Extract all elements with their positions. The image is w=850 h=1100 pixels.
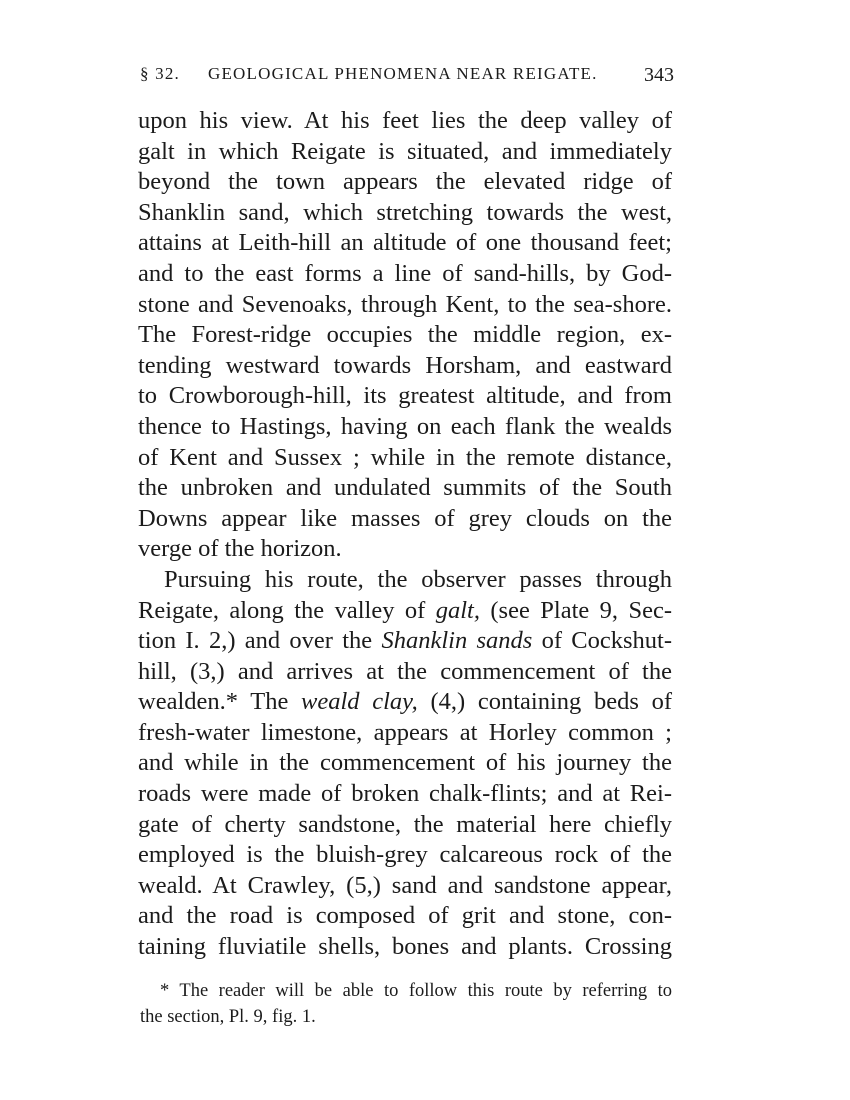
text-line: beyond the town appears the elevated ridge of (138, 168, 672, 196)
text-line: and to the east forms a line of sand-hills, by God- (138, 259, 672, 287)
text-segment: (4,) containing beds of (417, 688, 672, 716)
text-line (138, 901, 672, 932)
text-line (138, 657, 672, 688)
page-number: 343 (644, 64, 674, 86)
paragraph-2 (138, 565, 672, 963)
text-line: galt in which Reigate is situated, and immediately (138, 137, 672, 165)
text-segment: roads were made of broken chalk-flints; and at Rei- (138, 780, 672, 808)
text-line (138, 810, 672, 841)
body-text (138, 106, 672, 963)
text-segment: Pursuing his route, the observer passes through (164, 565, 672, 593)
text-line (138, 932, 672, 963)
italic-term: galt, (435, 596, 480, 624)
text-segment: employed is the bluish-grey calcareous rock of the (138, 841, 672, 869)
text-line: attains at Leith-hill an altitude of one thousand feet; (138, 229, 672, 257)
text-line (138, 626, 672, 657)
footnote (140, 978, 672, 1030)
text-line: The Forest-ridge occupies the middle region, ex- (138, 321, 672, 349)
text-segment: gate of cherty sandstone, the material here chiefly (138, 810, 672, 838)
italic-term: weald clay, (301, 688, 418, 716)
text-segment: tion I. 2,) and over the (138, 627, 382, 655)
text-line (138, 565, 672, 596)
text-line: thence to Hastings, having on each flank the wealds (138, 412, 672, 440)
text-line (138, 748, 672, 779)
running-head (140, 64, 674, 90)
text-line (138, 687, 672, 718)
text-line: tending westward towards Horsham, and eastward (138, 351, 672, 379)
text-segment: wealden.* The (138, 688, 302, 716)
text-segment: and while in the commencement of his journey the (138, 749, 672, 777)
footnote-line: the section, Pl. 9, fig. 1. (140, 1007, 316, 1027)
text-line: stone and Sevenoaks, through Kent, to the sea-shore. (138, 290, 672, 318)
text-line: upon his view. At his feet lies the deep valley of (138, 107, 672, 134)
text-segment: weald. At Crawley, (5,) sand and sandstone appear, (138, 871, 672, 899)
text-line: verge of the horizon. (138, 535, 342, 563)
text-line (138, 718, 672, 749)
text-segment: Reigate, along the valley of (138, 596, 436, 624)
text-line (138, 871, 672, 902)
text-segment: of Cockshut- (532, 627, 672, 655)
text-line (138, 779, 672, 810)
paragraph-1 (138, 106, 672, 565)
text-line (138, 596, 672, 627)
text-line: Downs appear like masses of grey clouds on the (138, 504, 672, 532)
text-segment: (see Plate 9, Sec- (479, 596, 673, 624)
text-segment: and the road is composed of grit and stone, con- (138, 902, 672, 930)
chapter-title: GEOLOGICAL PHENOMENA NEAR REIGATE. (208, 64, 598, 83)
text-segment: taining fluviatile shells, bones and plants. Crossing (138, 933, 672, 961)
text-line: the unbroken and undulated summits of the South (138, 474, 672, 502)
text-line: to Crowborough-hill, its greatest altitude, and from (138, 382, 672, 410)
text-line: of Kent and Sussex ; while in the remote distance, (138, 443, 672, 471)
text-line: Shanklin sand, which stretching towards the west, (138, 198, 672, 226)
text-segment: hill, (3,) and arrives at the commencement of the (138, 657, 672, 685)
text-segment: fresh-water limestone, appears at Horley common ; (138, 718, 672, 746)
section-number: § 32. (140, 64, 180, 83)
footnote-line: * The reader will be able to follow this route by referring to (160, 981, 672, 1001)
italic-term: Shanklin sands (381, 627, 533, 655)
text-line (138, 840, 672, 871)
